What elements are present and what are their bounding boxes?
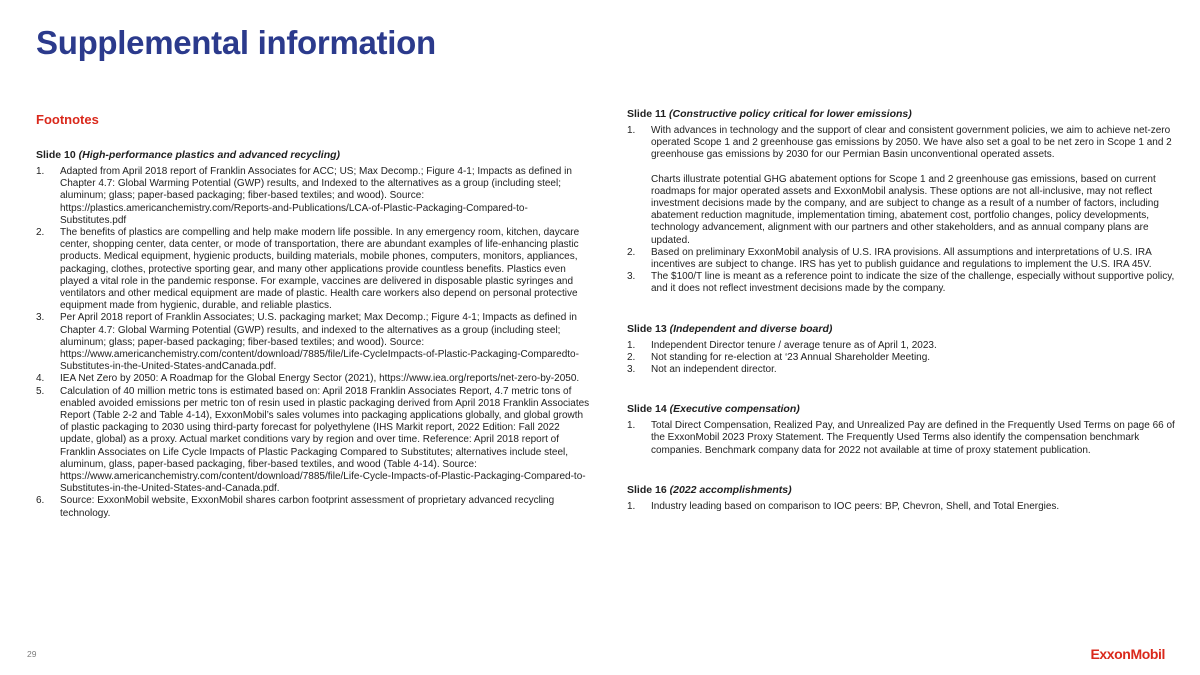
- footnote-paragraph: Charts illustrate potential GHG abatement options for Scope 1 and 2 greenhouse gas emissions, based on current roadmaps for major operated assets and ExxonMobil analysis. These options are not all-inclusive, may not reflect investment decisions made by the company, and are subject to change as a result of a number of factors, including abatement reduction magnitude, implementation timing, abatement cost, portfolio changes, policy developments, technology advancement, alignment with our partners and other stakeholders, and as annual company plans are updated.: [651, 173, 1159, 246]
- footnote-paragraph: Not an independent director.: [651, 364, 777, 376]
- footnote-number: 6.: [36, 495, 45, 507]
- footnote-number: 4.: [36, 373, 45, 385]
- footnote-number: 1.: [627, 420, 636, 432]
- footnotes-heading: Footnotes: [36, 112, 99, 127]
- footnote-item: [36, 227, 590, 312]
- footnote-number: 3.: [627, 364, 636, 376]
- footnote-paragraph: Based on preliminary ExxonMobil analysis of U.S. IRA provisions. All assumptions and interpretations of U.S. IRA incentives are subject to change. IRS has yet to publish guidance and regulations to implement the U.S. IRA 45V.: [651, 246, 1152, 271]
- footnote-text: [651, 420, 1183, 457]
- footnote-text: [60, 312, 590, 373]
- footnote-text: [651, 501, 1183, 513]
- slide-label: Slide 16: [627, 483, 670, 496]
- footnote-text: [60, 386, 590, 496]
- footnote-number: 2.: [627, 246, 636, 258]
- footnote-paragraph: The benefits of plastics are compelling and help make modern life possible. In any emergency room, kitchen, daycare center, shopping center, data center, or mode of transportation, there are abundant examples of life-enhancing plastic products. Medical equipment, hygienic products, building materials, mobile phones, computers, monitors, appliances, packaging, clothes, protective sporting gear, and many other applications provide countless benefits. Plastics even played a vital role in the pandemic response. For example, vaccines are delivered in disposable plastic syringes and ventilators and other medical equipment are made of plastic. Health care workers also depend on personal protective equipment made from hygienic, durable, and reliable plastics.: [60, 227, 580, 312]
- footnote-section-slide-11: [627, 108, 1183, 296]
- footnote-item: [627, 271, 1183, 295]
- footnote-section-slide-14: [627, 403, 1183, 457]
- footnote-paragraph: Source: ExxonMobil website, ExxonMobil shares carbon footprint assessment of proprietary advanced recycling technology.: [60, 495, 555, 519]
- footnote-section-slide-16: [627, 484, 1183, 513]
- footnote-paragraph: Independent Director tenure / average tenure as of April 1, 2023.: [651, 339, 937, 351]
- footnote-text: [60, 373, 590, 385]
- footnote-paragraph: Industry leading based on comparison to IOC peers: BP, Chevron, Shell, and Total Energies.: [651, 500, 1060, 512]
- footnote-paragraph: Adapted from April 2018 report of Franklin Associates for ACC; US; Max Decomp.; Figure 4-1; Impacts as defined in Chapter 4.7: Global Warming Potential (GWP) results, and Indexed to the alternatives as a group (including steel; aluminum; glass; paper-based packaging; fiber-based textiles; and wood). Source: https://plastics.americanchemistry.com/Reports-and-Publications/LCA-of-Plastic-Packaging-Compared-to-Substitutes.pdf: [60, 166, 572, 226]
- slide-label: Slide 13: [627, 322, 670, 335]
- footnote-number: 1.: [627, 125, 636, 136]
- footnote-text: [60, 495, 590, 519]
- footnote-number: 3.: [36, 312, 45, 324]
- slide-topic: (Executive compensation): [669, 403, 800, 416]
- slide-topic: (High-performance plastics and advanced recycling): [78, 149, 341, 161]
- footnote-number: 1.: [627, 339, 636, 351]
- footnote-item: [627, 352, 1183, 364]
- footnote-number: 1.: [36, 166, 45, 177]
- exxonmobil-logo: ExxonMobil: [1090, 646, 1165, 662]
- footnote-section-slide-10: [36, 149, 590, 520]
- footnote-item: [627, 364, 1183, 376]
- slide-label: Slide 11: [627, 108, 670, 120]
- slide-label: Slide 14: [627, 403, 670, 416]
- footnote-paragraph: Total Direct Compensation, Realized Pay, and Unrealized Pay are defined in the Frequently Used Terms on page 66 of the ExxonMobil 2023 Proxy Statement. The Frequently Used Terms also identify the compensation benchmark companies. Benchmark company data for 2022 not available at time of proxy statement publication.: [651, 420, 1175, 456]
- slide-topic: (Constructive policy critical for lower emissions): [669, 108, 912, 120]
- slide-topic: (2022 accomplishments): [669, 483, 792, 496]
- footnote-number: 3.: [627, 271, 636, 283]
- footnote-text: [60, 166, 590, 227]
- footnote-item: [36, 495, 590, 519]
- footnote-paragraph: Not standing for re-election at ‘23 Annual Shareholder Meeting.: [651, 351, 931, 363]
- section-heading: [627, 323, 1183, 336]
- section-heading: [627, 108, 1183, 121]
- slide-topic: (Independent and diverse board): [669, 322, 833, 335]
- footnote-item: [627, 125, 1183, 247]
- footnote-item: [36, 373, 590, 385]
- footnote-text: [651, 364, 1183, 376]
- footnote-item: [627, 340, 1183, 352]
- footnote-text: [651, 125, 1183, 247]
- footnote-text: [60, 227, 590, 312]
- slide-label: Slide 10: [36, 149, 79, 161]
- footnote-number: 1.: [627, 500, 636, 512]
- page-title: Supplemental information: [36, 24, 436, 61]
- footnote-paragraph: Calculation of 40 million metric tons is estimated based on: April 2018 Franklin Associates Report, 4.7 metric tons of enabled avoided emissions per metric ton of resin used in plastic packaging derived from April 2018 Franklin Associates Report (Table 2-2 and Table 4-14), ExxonMobil’s sales volumes into packaging applications globally, and global growth of plastic packaging to 2030 using third-party forecast for polyethylene (IHS Markit report, 2022 Edition: Fall 2022 update, global) as a proxy. Actual market conditions vary by region and over time. Reference: April 2018 report of Franklin Associates on Life Cycle Impacts of Plastic Packaging Compared to Substitutes; alternatives include steel, aluminum, glass, paper-based packaging, fiber-based textiles, and wood (Table 4-14). Source: https://www.americanchemistry.com/content/download/7885/file/Life-Cycle-Impacts-of-Plastic-Packaging-Compared-to-Substitutes-in-the-United-States-and-Canada.pdf.: [60, 385, 590, 495]
- footnote-paragraph: Per April 2018 report of Franklin Associates; U.S. packaging market; Max Decomp.; Figure 4-1; Impacts as defined in Chapter 4.7: Global Warming Potential (GWP) results, and indexed to the alternatives as a group (including steel; aluminum; glass; paper-based packaging; fiber-based textiles; and wood). Source: https://www.americanchemistry.com/content/download/7885/file/Life-CycleImpacts-of-Plastic-Packaging-Comparedto-Substitutes-in-the-United-States-andCanada.pdf.: [60, 312, 579, 373]
- section-heading: [627, 403, 1183, 416]
- page-number: 29: [27, 649, 37, 659]
- section-heading: [627, 484, 1183, 497]
- footnote-text: [651, 247, 1183, 271]
- footnote-number: 2.: [627, 351, 636, 363]
- footnote-item: [36, 386, 590, 496]
- footnote-number: 5.: [36, 385, 45, 397]
- footnote-paragraph: IEA Net Zero by 2050: A Roadmap for the Global Energy Sector (2021), https://www.iea.org/reports/net-zero-by-2050.: [60, 373, 580, 385]
- footnote-item: [627, 420, 1183, 457]
- footnote-text: [651, 340, 1183, 352]
- footnote-text: [651, 271, 1183, 295]
- footnote-item: [627, 247, 1183, 271]
- footnote-item: [627, 501, 1183, 513]
- right-column: [627, 108, 1183, 513]
- footnote-paragraph: With advances in technology and the support of clear and consistent government policies, we aim to achieve net-zero operated Scope 1 and 2 greenhouse gas emissions by 2050. We have also set a goal to be net zero in Scope 1 and 2 greenhouse gas emissions by 2030 for our Permian Basin unconventional operated assets.: [651, 125, 1172, 161]
- footnote-text: [651, 352, 1183, 364]
- footnote-number: 2.: [36, 227, 45, 239]
- footnote-paragraph: The $100/T line is meant as a reference point to indicate the size of the challenge, especially without supportive policy, and it does not reflect investment decisions made by the company.: [651, 271, 1175, 295]
- left-column: [36, 149, 590, 520]
- footnote-item: [36, 312, 590, 373]
- footnote-item: [36, 166, 590, 227]
- footnote-section-slide-13: [627, 323, 1183, 377]
- section-heading: [36, 149, 590, 162]
